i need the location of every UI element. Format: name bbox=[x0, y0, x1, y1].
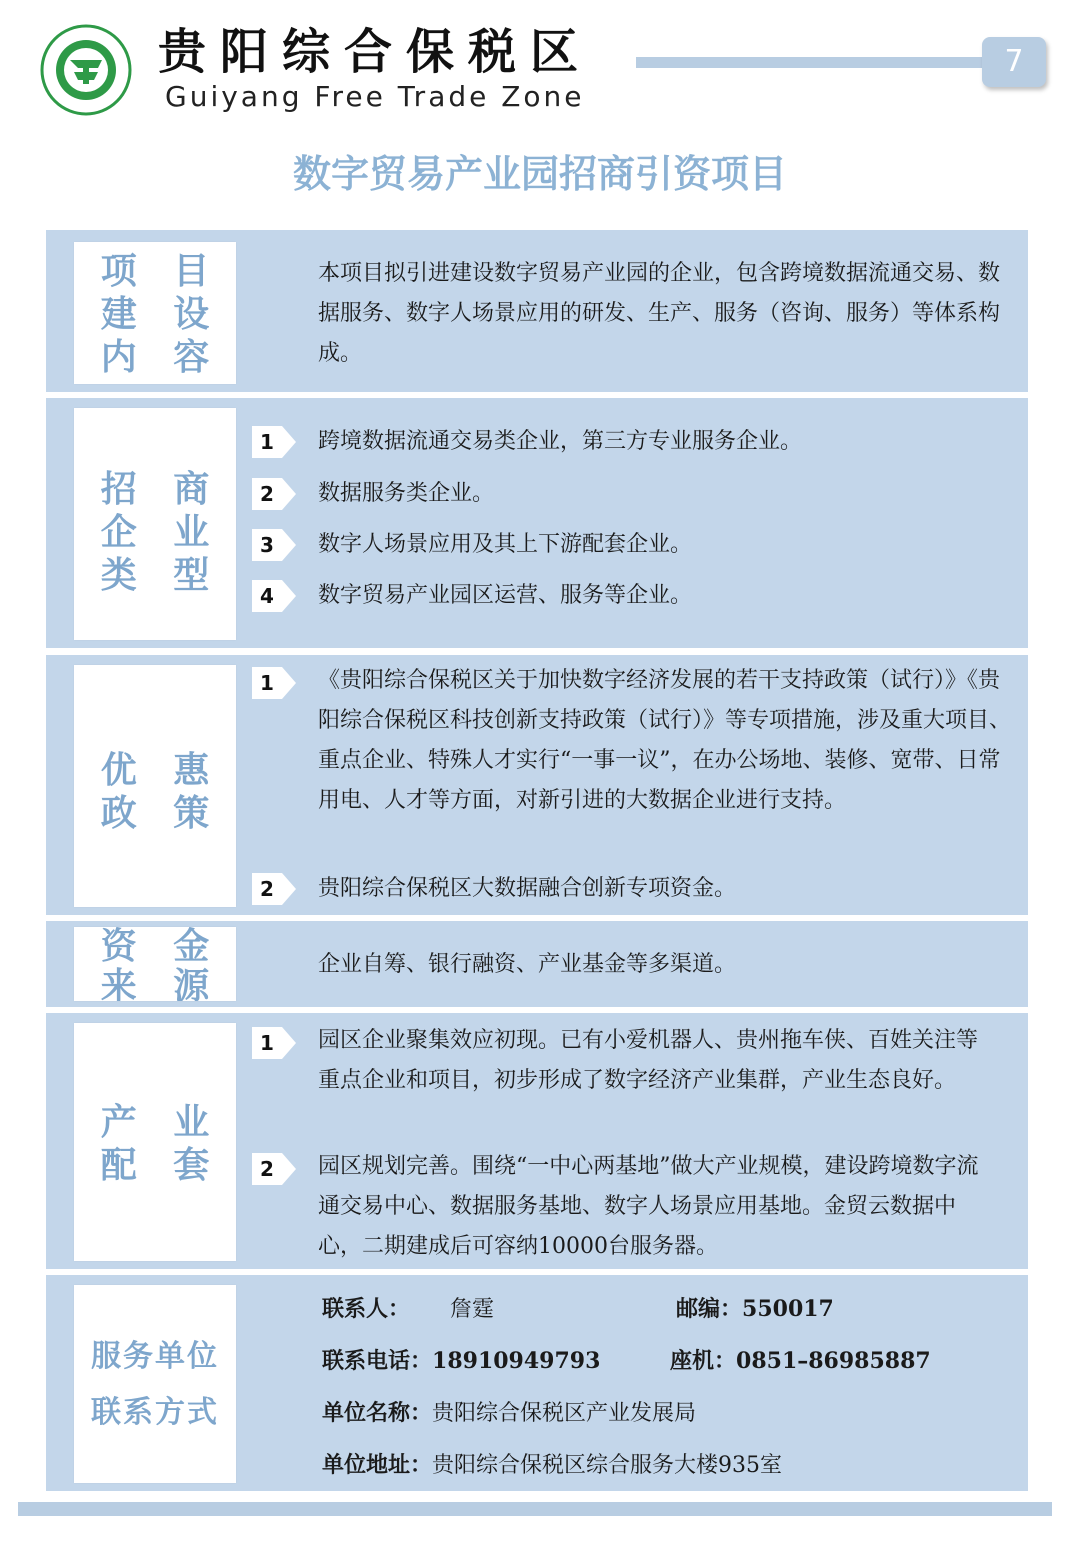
label-line: 服务单位 bbox=[91, 1339, 219, 1374]
section-label bbox=[74, 665, 236, 907]
construction-text: 本项目拟引进建设数字贸易产业园的企业，包含跨境数据流通交易、数据服务、数字人场景应用的研发、生产、服务（咨询、服务）等体系构成。 bbox=[318, 261, 1001, 366]
item-text: 园区企业聚集效应初现。已有小爱机器人、贵州拖车侠、百姓关注等重点企业和项目，初步形成了数字经济产业集群，产业生态良好。 bbox=[318, 1028, 979, 1093]
number-badge: 2 bbox=[252, 478, 296, 510]
label-line: 内 容 bbox=[100, 337, 222, 378]
label-line: 建 设 bbox=[100, 294, 222, 335]
number-badge: 1 bbox=[252, 667, 296, 699]
section-label bbox=[74, 408, 236, 640]
label-line: 配 套 bbox=[100, 1145, 222, 1186]
item-text: 数字贸易产业园区运营、服务等企业。 bbox=[318, 583, 693, 608]
label-line: 项 目 bbox=[100, 251, 222, 292]
section-label bbox=[74, 1023, 236, 1261]
item-text: 跨境数据流通交易类企业，第三方专业服务企业。 bbox=[318, 429, 803, 454]
section-industry bbox=[46, 1013, 1028, 1269]
label-line: 企 业 bbox=[100, 512, 222, 553]
landline: 座机：0851–86985887 bbox=[670, 1348, 931, 1374]
number-badge: 4 bbox=[252, 580, 296, 612]
label-line: 产 业 bbox=[100, 1102, 222, 1143]
unit-name: 单位名称：贵阳综合保税区产业发展局 bbox=[322, 1400, 697, 1426]
number-badge: 1 bbox=[252, 1027, 296, 1059]
label-line: 政 策 bbox=[100, 793, 222, 834]
logo bbox=[40, 24, 132, 116]
label-line: 来 源 bbox=[100, 966, 222, 1001]
page-number: 7 bbox=[982, 37, 1046, 87]
contact-phone: 联系电话：18910949793 bbox=[322, 1348, 601, 1374]
item-text: 贵阳综合保税区大数据融合创新专项资金。 bbox=[318, 876, 737, 901]
funding-text: 企业自筹、银行融资、产业基金等多渠道。 bbox=[318, 952, 737, 977]
brand-name-en: Guiyang Free Trade Zone bbox=[165, 80, 585, 113]
section-enterprise-types bbox=[46, 398, 1028, 648]
label-line: 联系方式 bbox=[91, 1395, 219, 1430]
section-label bbox=[74, 927, 236, 1001]
number-badge: 2 bbox=[252, 873, 296, 905]
number-badge: 1 bbox=[252, 426, 296, 458]
unit-address: 单位地址：贵阳综合保税区综合服务大楼935室 bbox=[322, 1452, 783, 1478]
section-label bbox=[74, 1285, 236, 1483]
item-text: 数字人场景应用及其上下游配套企业。 bbox=[318, 532, 693, 557]
item-text: 数据服务类企业。 bbox=[318, 481, 495, 506]
section-contact bbox=[46, 1275, 1028, 1491]
number-badge: 3 bbox=[252, 529, 296, 561]
header-divider bbox=[636, 57, 988, 68]
label-line: 类 型 bbox=[100, 555, 222, 596]
section-funding bbox=[46, 921, 1028, 1007]
section-policies bbox=[46, 655, 1028, 915]
page-title: 数字贸易产业园招商引资项目 bbox=[292, 152, 787, 196]
label-line: 优 惠 bbox=[100, 750, 222, 791]
label-line: 资 金 bbox=[100, 927, 222, 967]
number-badge: 2 bbox=[252, 1153, 296, 1185]
contact-person: 联系人： 詹霆 bbox=[322, 1296, 495, 1322]
footer-divider bbox=[18, 1502, 1052, 1516]
item-text: 园区规划完善。围绕“一中心两基地”做大产业规模，建设跨境数字流通交易中心、数据服务基地、数字人场景应用基地。金贸云数据中心，二期建成后可容纳10000台服务器。 bbox=[318, 1154, 979, 1259]
section-construction bbox=[46, 230, 1028, 392]
item-text: 《贵阳综合保税区关于加快数字经济发展的若干支持政策（试行）》《贵阳综合保税区科技创新支持政策（试行）》等专项措施，涉及重大项目、重点企业、特殊人才实行“一事一议”，在办公场地、装修、宽带、日常用电、人才等方面，对新引进的大数据企业进行支持。 bbox=[318, 668, 1012, 813]
label-line: 招 商 bbox=[100, 469, 222, 510]
postcode: 邮编：550017 bbox=[676, 1296, 834, 1322]
section-label bbox=[74, 242, 236, 384]
brand-name-cn: 贵阳综合保税区 bbox=[158, 24, 593, 80]
